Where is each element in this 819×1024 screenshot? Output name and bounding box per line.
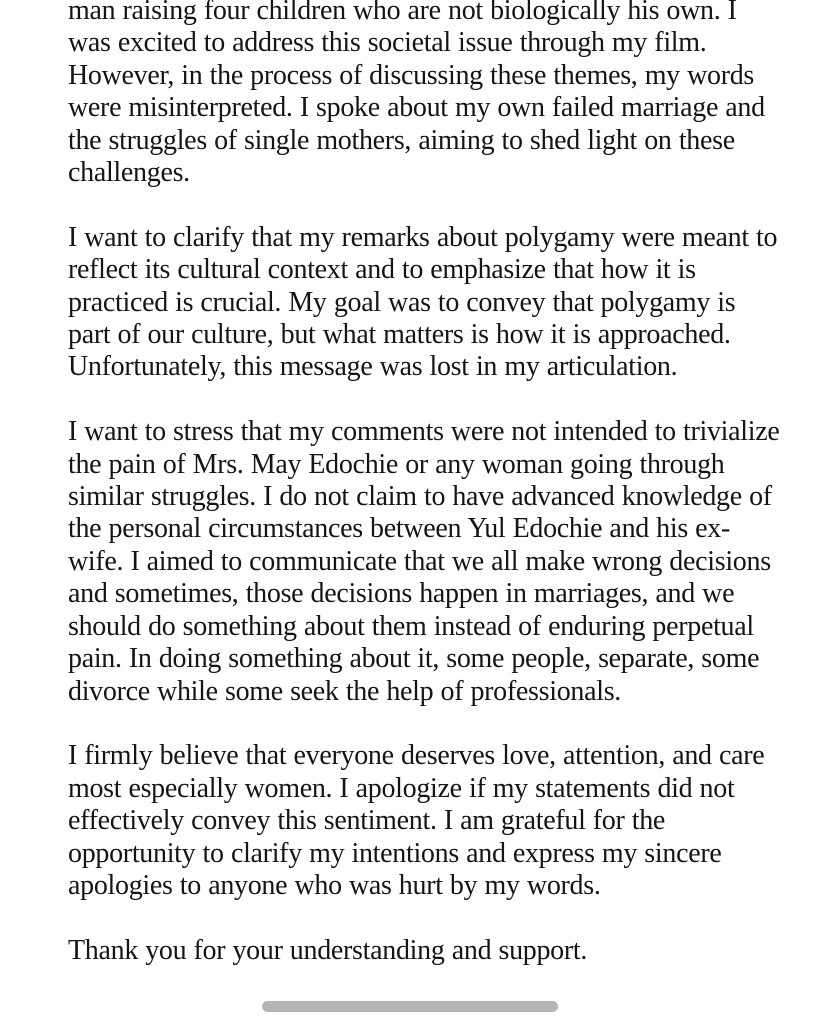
- text-line: Thank you for your understanding and support.: [68, 934, 588, 966]
- home-indicator-handle[interactable]: [262, 1001, 558, 1012]
- text-line: similar struggles. I do not claim to have advanced knowledge of: [68, 481, 772, 513]
- text-line: I firmly believe that everyone deserves love, attention, and care: [68, 740, 765, 772]
- text-line: I want to clarify that my remarks about polygamy were meant to: [68, 221, 778, 253]
- text-line: reflect its cultural context and to emphasize that how it is: [68, 254, 696, 286]
- text-line: I want to stress that my comments were not intended to trivialize: [68, 416, 780, 448]
- text-line: opportunity to clarify my intentions and express my sincere: [68, 837, 722, 869]
- text-line: wife. I aimed to communicate that we all make wrong decisions: [68, 545, 771, 577]
- text-line: was excited to address this societal issue through my film.: [68, 27, 707, 59]
- paragraph: [68, 222, 783, 384]
- text-line: part of our culture, but what matters is how it is approached.: [68, 319, 731, 351]
- text-line: However, in the process of discussing these themes, my words: [68, 59, 755, 91]
- text-line: effectively convey this sentiment. I am grateful for the: [68, 805, 666, 837]
- text-line: and sometimes, those decisions happen in marriages, and we: [68, 578, 735, 610]
- paragraph: [68, 0, 783, 189]
- paragraph: [68, 416, 783, 708]
- text-line: Unfortunately, this message was lost in my articulation.: [68, 351, 678, 383]
- text-line: apologies to anyone who was hurt by my words.: [68, 869, 601, 901]
- text-line: were misinterpreted. I spoke about my own failed marriage and: [68, 92, 765, 124]
- paragraph: [68, 935, 783, 967]
- text-line: most especially women. I apologize if my statements did not: [68, 772, 735, 804]
- text-line: the personal circumstances between Yul Edochie and his ex-: [68, 513, 730, 545]
- text-line: divorce while some seek the help of professionals.: [68, 675, 622, 707]
- statement-text: [68, 0, 783, 1000]
- paragraph: [68, 740, 783, 902]
- text-line: man raising four children who are not biologically his own. I: [68, 0, 737, 26]
- text-line: pain. In doing something about it, some people, separate, some: [68, 643, 760, 675]
- text-line: should do something about them instead of enduring perpetual: [68, 610, 754, 642]
- text-line: the pain of Mrs. May Edochie or any woman going through: [68, 448, 725, 480]
- text-line: challenges.: [68, 157, 190, 189]
- text-line: practiced is crucial. My goal was to convey that polygamy is: [68, 286, 736, 318]
- text-line: the struggles of single mothers, aiming to shed light on these: [68, 124, 735, 156]
